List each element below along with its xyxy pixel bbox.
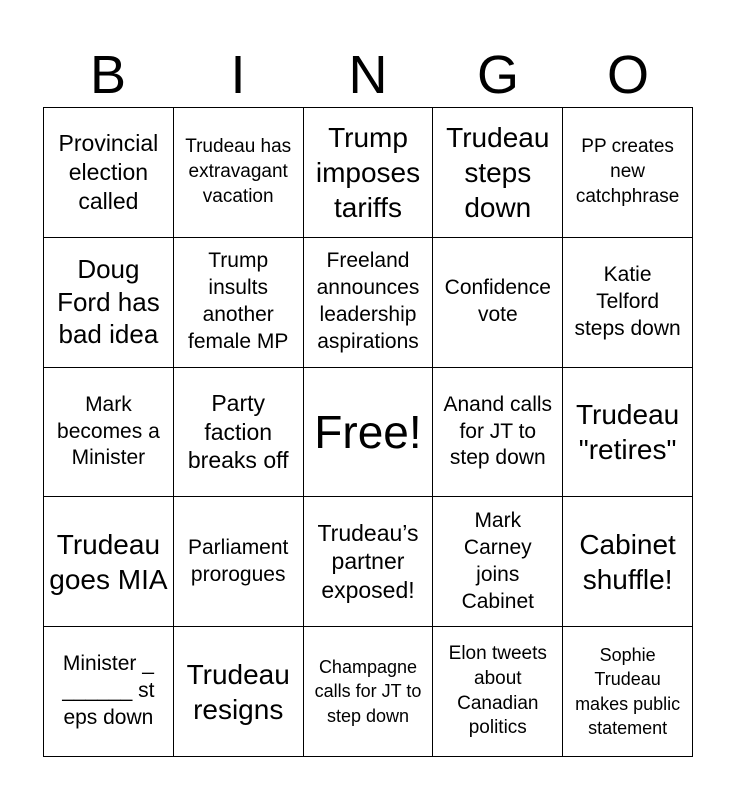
header-letter-b: B — [89, 45, 127, 105]
cell-text: Trudeau has extravagant vacation — [185, 136, 292, 207]
bingo-cell[interactable] — [563, 238, 693, 368]
header-letter-g: G — [476, 45, 519, 105]
bingo-cell[interactable] — [174, 108, 304, 238]
cell-text: Trump insults another female MP — [188, 249, 289, 354]
bingo-cell[interactable] — [433, 108, 563, 238]
bingo-cell-free[interactable] — [304, 368, 434, 498]
bingo-cell[interactable] — [44, 238, 174, 368]
header-letter-n: N — [348, 45, 388, 105]
cell-text: Anand calls for JT to step down — [443, 392, 553, 470]
cell-text: Trudeau "retires" — [575, 398, 680, 465]
cell-text: Mark Carney joins Cabinet — [461, 509, 534, 613]
bingo-cell[interactable] — [44, 497, 174, 627]
cell-text: Minister _______ steps down — [62, 652, 155, 730]
cell-text: Elon tweets about Canadian politics — [448, 643, 547, 739]
cell-text: Free! — [314, 405, 422, 458]
cell-text: Katie Telford steps down — [574, 262, 681, 340]
cell-text: Trudeau’s partner exposed! — [317, 519, 419, 604]
bingo-header — [43, 44, 693, 106]
bingo-cell[interactable] — [174, 368, 304, 498]
bingo-cell[interactable] — [563, 368, 693, 498]
bingo-cell[interactable] — [563, 627, 693, 757]
cell-text: Provincial election called — [58, 130, 159, 214]
bingo-cell[interactable] — [433, 627, 563, 757]
cell-text: Champagne calls for JT to step down — [314, 657, 422, 726]
bingo-cell[interactable] — [44, 368, 174, 498]
bingo-cell[interactable] — [304, 108, 434, 238]
bingo-cell[interactable] — [433, 368, 563, 498]
bingo-cell[interactable] — [304, 627, 434, 757]
bingo-cell[interactable] — [174, 238, 304, 368]
cell-text: Doug Ford has bad idea — [57, 254, 160, 350]
bingo-cell[interactable] — [174, 627, 304, 757]
cell-text: Party faction breaks off — [187, 389, 289, 474]
bingo-cell[interactable] — [304, 497, 434, 627]
bingo-cell[interactable] — [563, 497, 693, 627]
bingo-card-grid — [43, 107, 693, 757]
bingo-cell[interactable] — [44, 627, 174, 757]
cell-text: Trump imposes tariffs — [315, 121, 421, 223]
bingo-cell[interactable] — [44, 108, 174, 238]
bingo-cell[interactable] — [174, 497, 304, 627]
cell-text: PP creates new catchphrase — [575, 136, 680, 207]
cell-text: Trudeau steps down — [446, 121, 550, 223]
header-letter-o: O — [606, 45, 649, 105]
cell-text: Sophie Trudeau makes public statement — [575, 645, 681, 738]
bingo-cell[interactable] — [433, 497, 563, 627]
cell-text: Confidence vote — [444, 276, 551, 327]
cell-text: Trudeau goes MIA — [49, 528, 168, 595]
bingo-cell[interactable] — [304, 238, 434, 368]
cell-text: Mark becomes a Minister — [57, 392, 160, 470]
cell-text: Cabinet shuffle! — [579, 528, 676, 595]
bingo-cell[interactable] — [563, 108, 693, 238]
cell-text: Trudeau resigns — [186, 658, 290, 725]
cell-text: Freeland announces leadership aspirations — [316, 249, 420, 354]
bingo-cell[interactable] — [433, 238, 563, 368]
cell-text: Parliament prorogues — [188, 535, 289, 586]
header-letter-i: I — [230, 45, 246, 105]
